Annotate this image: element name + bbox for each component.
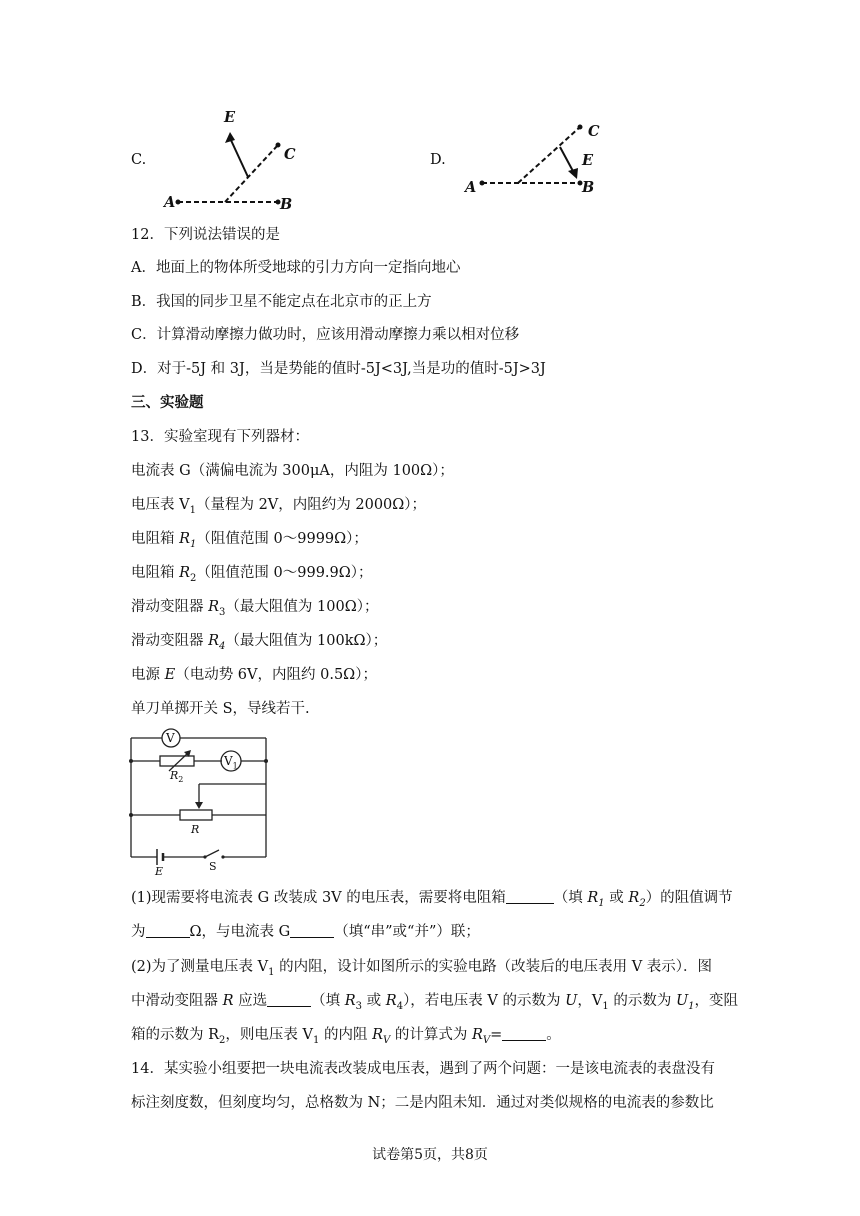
equip-galvanometer: 电流表 G（满偏电流为 300μA，内阻为 100Ω）；	[131, 463, 454, 479]
q13-part1-line2: 为 Ω，与电流表 G （填“串”或“并”）联；	[131, 924, 480, 940]
answer-blank-4[interactable]	[267, 992, 311, 1007]
circuit-v-label: V	[166, 731, 175, 745]
option-c-figure	[160, 105, 300, 215]
q13-part1-line1: (1)现需要将电流表 G 改装成 3V 的电压表，需要将电阻箱 （填 $R_1$ 或 $R_2$）的阻值调节	[131, 890, 733, 909]
fig-c-a: A	[164, 194, 176, 211]
answer-blank-2[interactable]	[146, 923, 190, 938]
q12-option-b: B．我国的同步卫星不能定点在北京市的正上方	[131, 294, 432, 310]
q13-part2-line3: 箱的示数为 $R_2$，则电压表 $V_1$ 的内阻 $R_V$ 的计算式为 $R_V=$ 。	[131, 1027, 561, 1046]
fig-d-e: E	[582, 152, 594, 169]
equip-rheostat-r4: 滑动变阻器 $R_4$（最大阻值为 100kΩ）；	[131, 633, 388, 652]
q14-line2: 标注刻度数，但刻度均匀，总格数为 N；二是内阻未知．通过对类似规格的电流表的参数比	[131, 1095, 714, 1111]
q12-option-a: A．地面上的物体所受地球的引力方向一定指向地心	[131, 260, 461, 276]
circuit-v1-label: $V_1$	[224, 754, 238, 771]
circuit-e-label: E	[155, 865, 164, 878]
equip-resistor-box-r1: 电阻箱 $R_1$（阻值范围 0～9999Ω）；	[131, 531, 368, 550]
option-d-figure	[462, 115, 612, 200]
option-d-label: D.	[430, 152, 446, 168]
circuit-diagram	[125, 728, 275, 878]
fig-c-e: E	[224, 109, 236, 126]
circuit-s-label: S	[209, 860, 217, 873]
q13-stem: 13．实验室现有下列器材：	[131, 429, 309, 445]
q12-option-d: D．对于-5J 和 3J，当是势能的值时-5J<3J,当是功的值时-5J>3J	[131, 361, 546, 377]
equip-rheostat-r3: 滑动变阻器 $R_3$（最大阻值为 100Ω）；	[131, 599, 379, 618]
fig-d-c: C	[588, 123, 600, 140]
equip-switch: 单刀单掷开关 S，导线若干.	[131, 701, 310, 717]
q14-line1: 14．某实验小组要把一块电流表改装成电压表，遇到了两个问题：一是该电流表的表盘没有	[131, 1061, 715, 1077]
q12-stem: 12．下列说法错误的是	[131, 227, 280, 243]
q13-part2-line2: 中滑动变阻器 R 应选 （填 $R_3$ 或 $R_4$），若电压表 V 的示数为 U，$V_1$ 的示数为 $U_1$，变阻	[131, 993, 739, 1012]
answer-blank-3[interactable]	[290, 923, 334, 938]
answer-blank-5[interactable]	[502, 1026, 546, 1041]
option-c-label: C.	[131, 152, 147, 168]
equip-voltmeter-v1: 电压表 $V_1$（量程为 2V，内阻约为 2000Ω）；	[131, 497, 427, 516]
page-footer: 试卷第5页，共8页	[372, 1147, 488, 1163]
fig-c-c: C	[284, 146, 296, 163]
q12-option-c: C．计算滑动摩擦力做功时，应该用滑动摩擦力乘以相对位移	[131, 327, 520, 343]
fig-d-a: A	[465, 179, 477, 196]
equip-power-source: 电源 E（电动势 6V，内阻约 0.5Ω）；	[131, 667, 377, 683]
fig-d-b: B	[582, 179, 595, 196]
equip-resistor-box-r2: 电阻箱 $R_2$（阻值范围 0～999.9Ω）；	[131, 565, 373, 584]
circuit-r2-label: $R_2$	[170, 769, 184, 785]
answer-blank-1[interactable]	[506, 889, 554, 904]
circuit-r-label: R	[191, 823, 200, 836]
fig-c-b: B	[280, 196, 293, 213]
q13-part2-line1: (2)为了测量电压表 $V_1$ 的内阻，设计如图所示的实验电路（改装后的电压表用 V 表示）．图	[131, 959, 713, 978]
section-heading: 三、实验题	[131, 394, 204, 411]
